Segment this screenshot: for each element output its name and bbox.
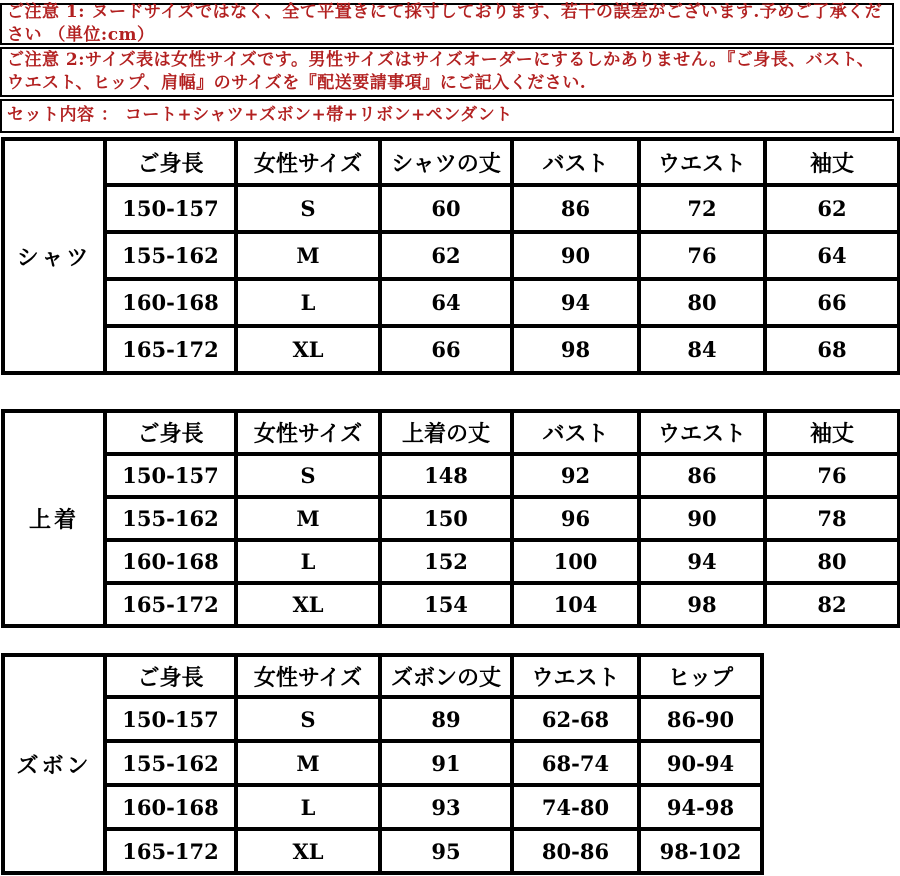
data-cell: 80-86 (512, 829, 639, 873)
header-cell-waist: ウエスト (512, 655, 639, 697)
data-cell: 155-162 (105, 497, 236, 540)
notice-nude-size (0, 3, 894, 45)
data-cell: 93 (380, 785, 512, 829)
data-cell: 64 (380, 279, 512, 326)
data-cell: 66 (765, 279, 899, 326)
data-cell: 90 (639, 497, 765, 540)
data-cell: L (236, 540, 380, 583)
data-cell: 165-172 (105, 326, 236, 373)
data-cell: 95 (380, 829, 512, 873)
data-cell: 72 (639, 185, 765, 232)
data-cell: 155-162 (105, 232, 236, 279)
data-cell: 74-80 (512, 785, 639, 829)
data-cell: 165-172 (105, 583, 236, 626)
data-cell: 86 (639, 454, 765, 497)
data-cell: XL (236, 583, 380, 626)
notice-set-contents (0, 99, 894, 133)
data-cell: 165-172 (105, 829, 236, 873)
notice-1-text: ご注意 1: ヌードサイズではなく、全て平置きにて採寸しております、若干の誤差がございます.予めご了承ください （単位:cm） (7, 1, 883, 45)
shirt-size-table (1, 137, 900, 375)
data-cell: 150-157 (105, 185, 236, 232)
data-cell: M (236, 497, 380, 540)
data-cell: 80 (765, 540, 899, 583)
notice-2-text: ご注意 2:サイズ表は女性サイズです。男性サイズはサイズオーダーにするしかありません。『ご身長、バスト、ウエスト、ヒップ、肩幅』のサイズを『配送要請事項』にご記入ください. (7, 49, 875, 93)
table-row (3, 540, 899, 583)
table-row (3, 326, 899, 373)
table-row (3, 232, 899, 279)
notice-female-size (0, 47, 894, 97)
data-cell: 150-157 (105, 454, 236, 497)
data-cell: 152 (380, 540, 512, 583)
data-cell: 62-68 (512, 697, 639, 741)
data-cell: 64 (765, 232, 899, 279)
header-cell-coat-length: 上着の丈 (380, 411, 512, 454)
data-cell: 98-102 (639, 829, 762, 873)
data-cell: L (236, 279, 380, 326)
set-contents-text: セット内容 ： コート+シャツ+ズボン+帯+リボン+ペンダント (7, 105, 513, 126)
table-row (3, 583, 899, 626)
table-row (3, 454, 899, 497)
data-cell: 150 (380, 497, 512, 540)
data-cell: 84 (639, 326, 765, 373)
data-cell: 66 (380, 326, 512, 373)
data-cell: 98 (512, 326, 639, 373)
data-cell: 160-168 (105, 279, 236, 326)
table-row (3, 185, 899, 232)
table-row (3, 785, 762, 829)
header-cell-bust: バスト (512, 139, 639, 185)
data-cell: 76 (639, 232, 765, 279)
header-cell-sleeve: 袖丈 (765, 139, 899, 185)
header-cell-waist: ウエスト (639, 139, 765, 185)
data-cell: 104 (512, 583, 639, 626)
shirt-row-label: シャツ (3, 139, 105, 373)
header-cell-size: 女性サイズ (236, 139, 380, 185)
data-cell: 160-168 (105, 785, 236, 829)
data-cell: 80 (639, 279, 765, 326)
data-cell: M (236, 232, 380, 279)
data-cell: 60 (380, 185, 512, 232)
data-cell: 86 (512, 185, 639, 232)
table-row (3, 497, 899, 540)
table-row (3, 697, 762, 741)
data-cell: 89 (380, 697, 512, 741)
header-cell-height: ご身長 (105, 139, 236, 185)
data-cell: 62 (765, 185, 899, 232)
data-cell: 62 (380, 232, 512, 279)
data-cell: 96 (512, 497, 639, 540)
data-cell: M (236, 741, 380, 785)
data-cell: 91 (380, 741, 512, 785)
header-cell-shirt-length: シャツの丈 (380, 139, 512, 185)
data-cell: S (236, 185, 380, 232)
data-cell: 94 (512, 279, 639, 326)
header-cell-bust: バスト (512, 411, 639, 454)
header-cell-hip: ヒップ (639, 655, 762, 697)
data-cell: 160-168 (105, 540, 236, 583)
header-cell-size: 女性サイズ (236, 411, 380, 454)
data-cell: XL (236, 326, 380, 373)
table-row (3, 829, 762, 873)
coat-row-label: 上着 (3, 411, 105, 626)
header-cell-pants-length: ズボンの丈 (380, 655, 512, 697)
data-cell: S (236, 697, 380, 741)
data-cell: 90 (512, 232, 639, 279)
header-cell-height: ご身長 (105, 655, 236, 697)
pants-row-label: ズボン (3, 655, 105, 873)
data-cell: 86-90 (639, 697, 762, 741)
data-cell: L (236, 785, 380, 829)
data-cell: 76 (765, 454, 899, 497)
header-cell-sleeve: 袖丈 (765, 411, 899, 454)
data-cell: 98 (639, 583, 765, 626)
data-cell: 82 (765, 583, 899, 626)
data-cell: 154 (380, 583, 512, 626)
data-cell: 68-74 (512, 741, 639, 785)
data-cell: 68 (765, 326, 899, 373)
data-cell: 150-157 (105, 697, 236, 741)
data-cell: 90-94 (639, 741, 762, 785)
data-cell: 148 (380, 454, 512, 497)
data-cell: 94-98 (639, 785, 762, 829)
data-cell: 100 (512, 540, 639, 583)
data-cell: 94 (639, 540, 765, 583)
data-cell: 78 (765, 497, 899, 540)
table-row (3, 279, 899, 326)
header-cell-height: ご身長 (105, 411, 236, 454)
data-cell: 92 (512, 454, 639, 497)
coat-size-table (1, 409, 900, 628)
data-cell: XL (236, 829, 380, 873)
header-cell-waist: ウエスト (639, 411, 765, 454)
data-cell: 155-162 (105, 741, 236, 785)
table-row (3, 741, 762, 785)
pants-size-table (1, 653, 764, 875)
data-cell: S (236, 454, 380, 497)
header-cell-size: 女性サイズ (236, 655, 380, 697)
